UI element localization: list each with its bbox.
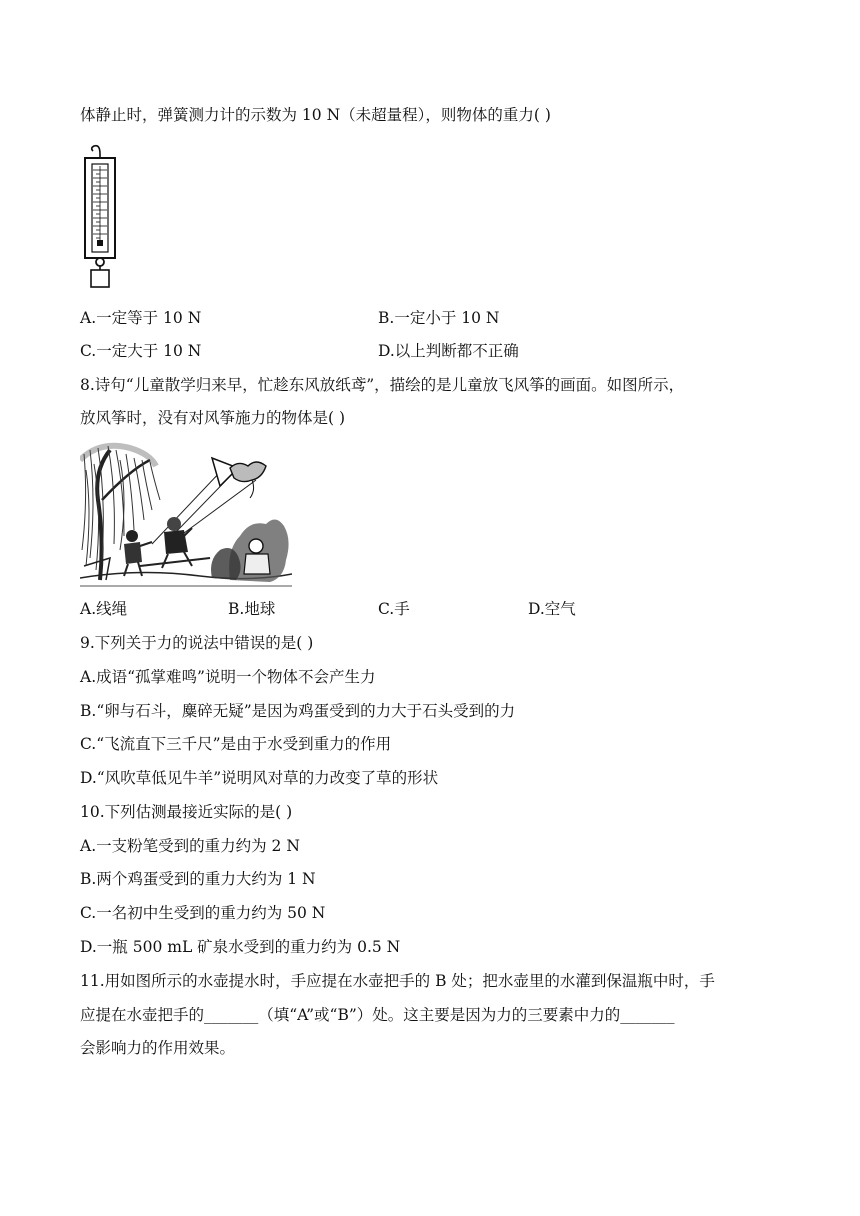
q9-option-a: A.成语“孤掌难鸣”说明一个物体不会产生力 [80, 668, 376, 686]
q8-option-d: D.空气 [528, 600, 576, 618]
q7-option-a: A.一定等于 10 N [80, 309, 202, 327]
q11-line3: 会影响力的作用效果。 [80, 1039, 236, 1057]
q10-option-d: D.一瓶 500 mL 矿泉水受到的重力约为 0.5 N [80, 938, 401, 956]
q9-option-d: D.“风吹草低见牛羊”说明风对草的力改变了草的形状 [80, 769, 439, 787]
kite-flying-illustration [80, 440, 292, 588]
q9-option-b: B.“卵与石斗，麋碎无疑”是因为鸡蛋受到的力大于石头受到的力 [80, 702, 516, 720]
q7-option-c: C.一定大于 10 N [80, 342, 202, 360]
q9-stem: 9.下列关于力的说法中错误的是( ) [80, 634, 314, 652]
q10-stem: 10.下列估测最接近实际的是( ) [80, 803, 293, 821]
spring-scale-figure [80, 140, 120, 290]
q10-option-b: B.两个鸡蛋受到的重力大约为 1 N [80, 870, 316, 888]
q7-stem-tail: 体静止时，弹簧测力计的示数为 10 N（未超量程），则物体的重力( ) [80, 106, 551, 124]
q8-stem-line2: 放风筝时，没有对风筝施力的物体是( ) [80, 409, 346, 427]
q7-option-d: D.以上判断都不正确 [378, 342, 519, 360]
q8-option-c: C.手 [378, 600, 410, 618]
q10-option-a: A.一支粉笔受到的重力约为 2 N [80, 837, 300, 855]
q8-option-a: A.线绳 [80, 600, 128, 618]
q10-option-c: C.一名初中生受到的重力约为 50 N [80, 904, 326, 922]
q11-line1: 11.用如图所示的水壶提水时，手应提在水壶把手的 B 处；把水壶里的水灌到保温瓶中时，手 [80, 972, 715, 990]
q8-option-b: B.地球 [228, 600, 276, 618]
q8-stem-line1: 8.诗句“儿童散学归来早，忙趁东风放纸鸢”，描绘的是儿童放飞风筝的画面。如图所示， [80, 376, 685, 394]
q7-option-b: B.一定小于 10 N [378, 309, 500, 327]
q9-option-c: C.“飞流直下三千尺”是由于水受到重力的作用 [80, 735, 392, 753]
q11-line2: 应提在水壶把手的_______（填“A”或“B”）处。这主要是因为力的三要素中力的_______ [80, 1006, 675, 1024]
